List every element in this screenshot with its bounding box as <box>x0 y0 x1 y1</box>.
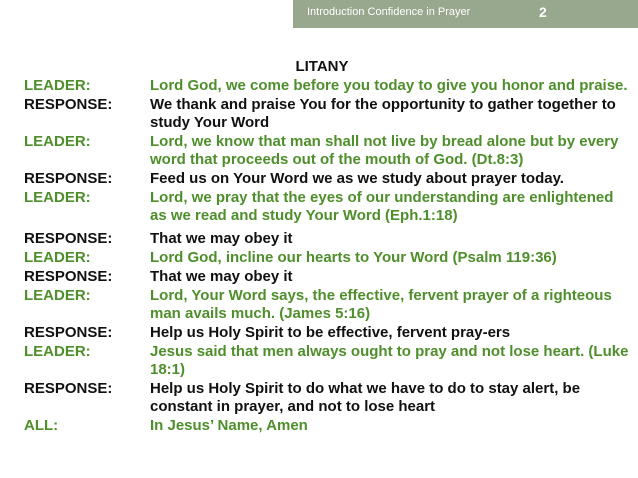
line-text: Feed us on Your Word we as we study about prayer today. <box>150 170 564 187</box>
header-title: Introduction Confidence in Prayer <box>307 6 471 18</box>
litany-line <box>24 230 634 248</box>
litany-line <box>24 417 634 435</box>
page-number: 2 <box>539 4 547 20</box>
litany-line <box>24 77 634 95</box>
litany-line <box>24 324 634 342</box>
litany-line <box>24 189 634 225</box>
role-label: RESPONSE: <box>24 268 113 285</box>
line-text: Lord, we know that man shall not live by bread alone but by every word that proceeds out of the mouth of God. (Dt.8:3) <box>150 133 619 168</box>
line-text: Help us Holy Spirit to be effective, fervent pray-ers <box>150 324 511 341</box>
litany-line <box>24 343 634 379</box>
line-text: Lord, Your Word says, the effective, fervent prayer of a righteous man avails much. (James 5:16) <box>150 287 612 322</box>
line-text: That we may obey it <box>150 230 293 247</box>
role-label: LEADER: <box>24 249 91 266</box>
role-label: LEADER: <box>24 287 91 304</box>
litany-body <box>24 77 634 436</box>
litany-line <box>24 380 634 416</box>
line-text: Lord God, incline our hearts to Your Word (Psalm 119:36) <box>150 249 557 266</box>
line-text: Lord God, we come before you today to give you honor and praise. <box>150 77 628 94</box>
line-text: Jesus said that men always ought to pray and not lose heart. (Luke 18:1) <box>150 343 629 378</box>
role-label: LEADER: <box>24 343 91 360</box>
line-text: Help us Holy Spirit to do what we have to do to stay alert, be constant in prayer, and not to lose heart <box>150 380 581 415</box>
header-bar <box>293 0 638 28</box>
role-label: RESPONSE: <box>24 170 113 187</box>
line-text: We thank and praise You for the opportunity to gather together to study Your Word <box>150 96 616 131</box>
role-label: LEADER: <box>24 189 91 206</box>
litany-line <box>24 287 634 323</box>
line-text: In Jesus’ Name, Amen <box>150 417 308 434</box>
litany-line <box>24 96 634 132</box>
role-label: RESPONSE: <box>24 230 113 247</box>
line-text: That we may obey it <box>150 268 293 285</box>
role-label: RESPONSE: <box>24 380 113 397</box>
role-label: LEADER: <box>24 133 91 150</box>
document-title: LITANY <box>295 58 349 75</box>
role-label: RESPONSE: <box>24 96 113 113</box>
role-label: LEADER: <box>24 77 91 94</box>
role-label: ALL: <box>24 417 59 434</box>
role-label: RESPONSE: <box>24 324 113 341</box>
litany-line <box>24 170 634 188</box>
litany-line <box>24 268 634 286</box>
litany-line <box>24 249 634 267</box>
line-text: Lord, we pray that the eyes of our understanding are enlightened as we read and study Your Word (Eph.1:18) <box>150 189 614 224</box>
litany-line <box>24 133 634 169</box>
